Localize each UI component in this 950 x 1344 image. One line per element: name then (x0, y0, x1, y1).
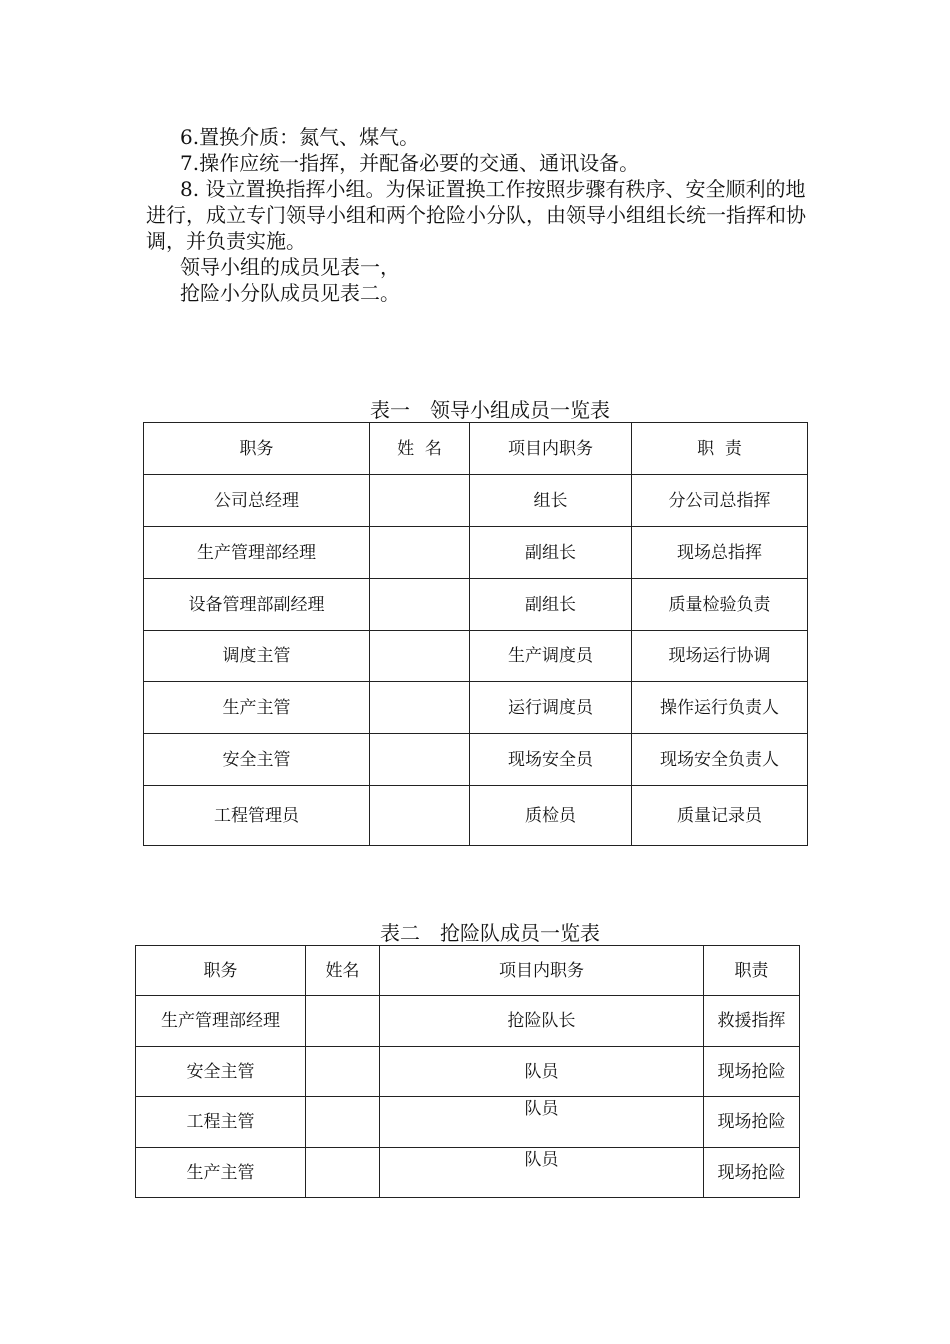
table2-cell: 工程主管 (136, 1097, 306, 1148)
table-row (144, 475, 808, 527)
table1-cell: 工程管理员 (144, 786, 370, 846)
table1-header-project-role: 项目内职务 (470, 423, 632, 475)
table-row (136, 1148, 800, 1198)
table1-cell: 质检员 (470, 786, 632, 846)
table2-caption: 表二 抢险队成员一览表 (380, 921, 600, 945)
table1-cell: 生产调度员 (470, 631, 632, 682)
table2-header-name: 姓名 (306, 946, 380, 996)
table1-leadership-group (143, 422, 808, 846)
table1-cell: 质量记录员 (632, 786, 808, 846)
table1-cell (370, 631, 470, 682)
table1-header-position: 职务 (144, 423, 370, 475)
table1-cell: 操作运行负责人 (632, 682, 808, 734)
table-row (144, 734, 808, 786)
table1-cell: 生产主管 (144, 682, 370, 734)
table1-cell (370, 579, 470, 631)
table1-header-row (144, 423, 808, 475)
table-row (144, 631, 808, 682)
table1-header-responsibility: 职 责 (632, 423, 808, 475)
table-row (136, 1097, 800, 1148)
table1-cell: 公司总经理 (144, 475, 370, 527)
table1-cell: 组长 (470, 475, 632, 527)
table2-cell (306, 996, 380, 1047)
table2-header-position: 职务 (136, 946, 306, 996)
table-row (136, 1047, 800, 1097)
table2-cell: 现场抢险 (704, 1047, 800, 1097)
table1-cell: 安全主管 (144, 734, 370, 786)
table2-cell: 安全主管 (136, 1047, 306, 1097)
table-row (144, 579, 808, 631)
table1-cell: 调度主管 (144, 631, 370, 682)
table2-cell (306, 1148, 380, 1198)
table2-cell: 现场抢险 (704, 1148, 800, 1198)
table1-caption: 表一 领导小组成员一览表 (370, 398, 610, 422)
table1-header-name: 姓 名 (370, 423, 470, 475)
table1-cell (370, 682, 470, 734)
table2-cell: 生产主管 (136, 1148, 306, 1198)
table1-cell (370, 527, 470, 579)
table-row (144, 527, 808, 579)
table1-cell: 现场安全负责人 (632, 734, 808, 786)
table2-cell: 生产管理部经理 (136, 996, 306, 1047)
table1-cell: 生产管理部经理 (144, 527, 370, 579)
table1-cell: 副组长 (470, 579, 632, 631)
table-row (144, 786, 808, 846)
table2-header-responsibility: 职责 (704, 946, 800, 996)
table2-header-row (136, 946, 800, 996)
intro-table2-ref: 抢险小分队成员见表二。 (180, 281, 400, 305)
table1-cell: 现场安全员 (470, 734, 632, 786)
table-row (144, 682, 808, 734)
table1-cell: 设备管理部副经理 (144, 579, 370, 631)
intro-line-7: 7.操作应统一指挥，并配备必要的交通、通讯设备。 (180, 151, 640, 175)
table1-cell (370, 475, 470, 527)
intro-line-6: 6.置换介质：氮气、煤气。 (180, 125, 420, 149)
table2-header-project-role: 项目内职务 (380, 946, 704, 996)
table2-cell (306, 1047, 380, 1097)
intro-table1-ref: 领导小组的成员见表一， (180, 255, 400, 279)
table1-cell: 现场运行协调 (632, 631, 808, 682)
table2-rescue-team (135, 945, 800, 1198)
table2-cell: 队员 (380, 1047, 704, 1097)
table2-cell: 现场抢险 (704, 1097, 800, 1148)
table1-cell (370, 786, 470, 846)
table2-cell: 救援指挥 (704, 996, 800, 1047)
table1-cell: 现场总指挥 (632, 527, 808, 579)
table1-cell: 分公司总指挥 (632, 475, 808, 527)
table2-cell (306, 1097, 380, 1148)
table2-cell: 队员 (380, 1097, 704, 1148)
table1-cell: 运行调度员 (470, 682, 632, 734)
table1-cell: 副组长 (470, 527, 632, 579)
table-row (136, 996, 800, 1047)
table1-cell: 质量检验负责 (632, 579, 808, 631)
table2-cell: 队员 (380, 1148, 704, 1198)
table2-cell: 抢险队长 (380, 996, 704, 1047)
table1-cell (370, 734, 470, 786)
intro-line-8: 8. 设立置换指挥小组。为保证置换工作按照步骤有秩序、安全顺利的地进行，成立专门领导小组和两个抢险小分队，由领导小组组长统一指挥和协调，并负责实施。 (146, 177, 806, 253)
